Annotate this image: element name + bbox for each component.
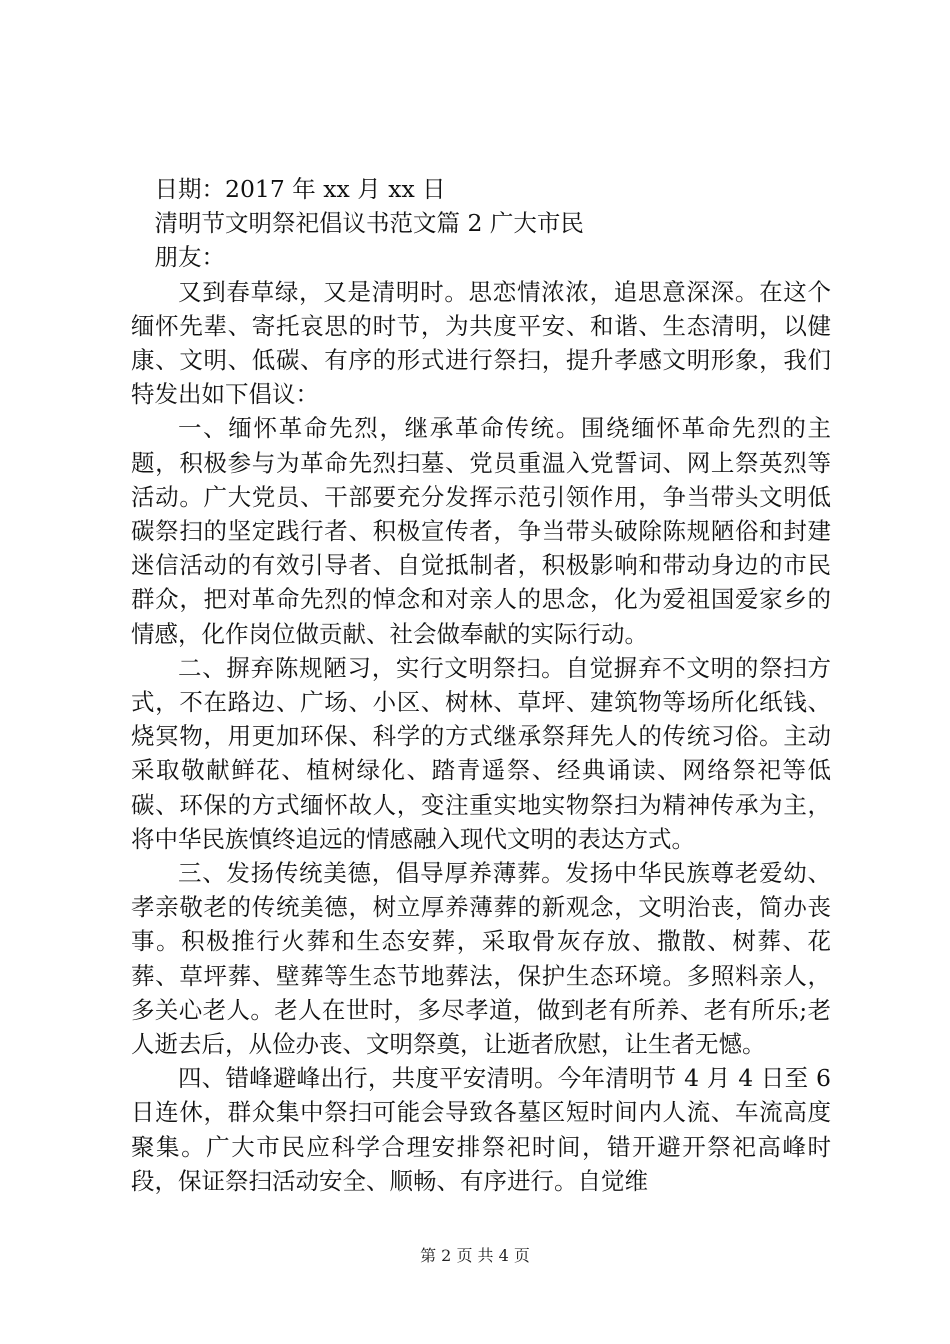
paragraph-item-3: 三、发扬传统美德，倡导厚养薄葬。发扬中华民族尊老爱幼、孝亲敬老的传统美德，树立厚养薄葬的新观念，文明治丧，简办丧事。积极推行火葬和生态安葬，采取骨灰存放、撒散、树葬、花葬、草坪葬、壁葬等生态节地葬法，保护生态环境。多照料亲人，多关心老人。老人在世时，多尽孝道，做到老有所养、老有所乐;老人逝去后，从俭办丧、文明祭奠，让逝者欣慰，让生者无憾。 bbox=[131, 859, 831, 1059]
salutation: 朋友： bbox=[154, 243, 225, 272]
page-footer: 第 2 页 共 4 页 bbox=[420, 1246, 530, 1265]
paragraph-item-4: 四、错峰避峰出行，共度平安清明。今年清明节 4 月 4 日至 6 日连休，群众集中祭扫可能会导致各墓区短时间内人流、车流高度聚集。广大市民应科学合理安排祭祀时间，错开避开祭祀高峰时段，保证祭扫活动安全、顺畅、有序进行。自觉维 bbox=[131, 1064, 831, 1195]
paragraph-item-1: 一、缅怀革命先烈，继承革命传统。围绕缅怀革命先烈的主题，积极参与为革命先烈扫墓、党员重温入党誓词、网上祭英烈等活动。广大党员、干部要充分发挥示范引领作用，争当带头文明低碳祭扫的坚定践行者、积极宣传者，争当带头破除陈规陋俗和封建迷信活动的有效引导者、自觉抵制者，积极影响和带动身边的市民群众，把对革命先烈的悼念和对亲人的思念，化为爱祖国爱家乡的情感，化作岗位做贡献、社会做奉献的实际行动。 bbox=[131, 414, 831, 648]
paragraph-intro: 又到春草绿，又是清明时。思恋情浓浓，追思意深深。在这个缅怀先辈、寄托哀思的时节，为共度平安、和谐、生态清明，以健康、文明、低碳、有序的形式进行祭扫，提升孝感文明形象，我们特发出如下倡议： bbox=[131, 277, 831, 409]
document-body bbox=[131, 172, 831, 1198]
title-line: 清明节文明祭祀倡议书范文篇 2 广大市民 bbox=[154, 209, 584, 238]
date-line: 日期：2017 年 xx 月 xx 日 bbox=[154, 175, 446, 203]
paragraph-item-2: 二、摒弃陈规陋习，实行文明祭扫。自觉摒弃不文明的祭扫方式，不在路边、广场、小区、树林、草坪、建筑物等场所化纸钱、烧冥物，用更加环保、科学的方式继承祭拜先人的传统习俗。主动采取敬献鲜花、植树绿化、踏青遥祭、经典诵读、网络祭祀等低碳、环保的方式缅怀故人，变注重实地实物祭扫为精神传承为主，将中华民族慎终追远的情感融入现代文明的表达方式。 bbox=[131, 653, 831, 853]
